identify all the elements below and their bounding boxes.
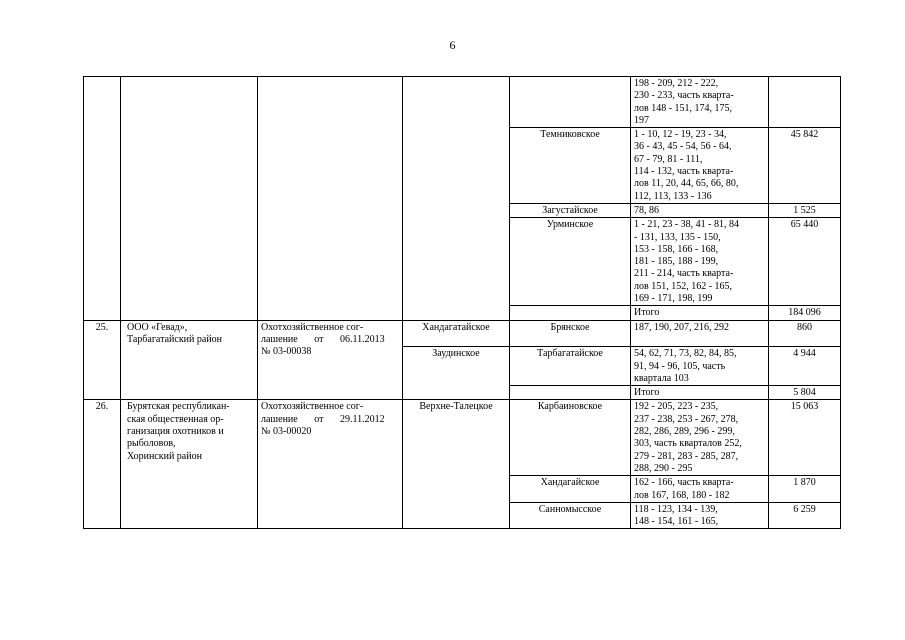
org-cell: Бурятская республикан- ская общественная ор- ганизация охотников и рыболовов, Хоринский район xyxy=(121,400,258,529)
forestry-cell: Урминское xyxy=(510,218,631,306)
page-number: 6 xyxy=(449,38,456,52)
forestry-cell: Хандагайское xyxy=(510,476,631,503)
table-row xyxy=(84,320,841,347)
quarters-cell: 1 - 10, 12 - 19, 23 - 34, 36 - 43, 45 - 54, 56 - 64, 67 - 79, 81 - 111, 114 - 132, часть кварта- лов 11, 20, 44, 65, 66, 80, 112, 113, 133 - 136 xyxy=(631,128,769,204)
forestry-cell: Темниковское xyxy=(510,128,631,204)
area-cell: 860 xyxy=(769,320,841,347)
agreement-cell xyxy=(258,77,403,321)
total-area-cell: 184 096 xyxy=(769,306,841,320)
entry-number: 25. xyxy=(84,320,121,400)
quarters-cell: 1 - 21, 23 - 38, 41 - 81, 84 - 131, 133, 135 - 150, 153 - 158, 166 - 168, 181 - 185, 188 - 199, 211 - 214, часть кварта- лов 151, 152, 162 - 165, 169 - 171, 198, 199 xyxy=(631,218,769,306)
area-cell: 1 525 xyxy=(769,203,841,217)
org-cell: ООО «Гевад», Тарбагатайский район xyxy=(121,320,258,400)
area-cell: 1 870 xyxy=(769,476,841,503)
forestry-cell: Санномысское xyxy=(510,502,631,529)
quarters-cell: 54, 62, 71, 73, 82, 84, 85, 91, 94 - 96, 105, часть квартала 103 xyxy=(631,347,769,386)
forestry-cell xyxy=(510,77,631,128)
district-cell xyxy=(403,77,510,321)
area-cell: 15 063 xyxy=(769,400,841,476)
forestry-cell: Брянское xyxy=(510,320,631,347)
district-cell: Заудинское xyxy=(403,347,510,400)
quarters-cell: 78, 86 xyxy=(631,203,769,217)
entry-number: 26. xyxy=(84,400,121,529)
agreement-cell: Охотхозяйственное сог- лашение от 06.11.2013 № 03-00038 xyxy=(258,320,403,400)
total-label-cell: Итого xyxy=(631,306,769,320)
district-cell: Верхне-Талецкое xyxy=(403,400,510,529)
district-cell: Хандагатайское xyxy=(403,320,510,347)
area-cell: 4 944 xyxy=(769,347,841,386)
area-cell: 45 842 xyxy=(769,128,841,204)
org-cell xyxy=(121,77,258,321)
forestry-cell xyxy=(510,306,631,320)
total-area-cell: 5 804 xyxy=(769,386,841,400)
quarters-cell: 187, 190, 207, 216, 292 xyxy=(631,320,769,347)
forestry-cell: Тарбагатайское xyxy=(510,347,631,386)
table-row xyxy=(84,400,841,476)
area-cell: 65 440 xyxy=(769,218,841,306)
hunting-grounds-table xyxy=(83,76,841,529)
forestry-cell: Загустайское xyxy=(510,203,631,217)
quarters-cell: 198 - 209, 212 - 222, 230 - 233, часть кварта- лов 148 - 151, 174, 175, 197 xyxy=(631,77,769,128)
total-label-cell: Итого xyxy=(631,386,769,400)
quarters-cell: 118 - 123, 134 - 139, 148 - 154, 161 - 165, xyxy=(631,502,769,529)
quarters-cell: 192 - 205, 223 - 235, 237 - 238, 253 - 267, 278, 282, 286, 289, 296 - 299, 303, часть кварталов 252, 279 - 281, 283 - 285, 287, 288, 290 - 295 xyxy=(631,400,769,476)
area-cell xyxy=(769,77,841,128)
forestry-cell: Карбаиновское xyxy=(510,400,631,476)
quarters-cell: 162 - 166, часть кварта- лов 167, 168, 180 - 182 xyxy=(631,476,769,503)
table-row xyxy=(84,77,841,128)
area-cell: 6 259 xyxy=(769,502,841,529)
forestry-cell xyxy=(510,386,631,400)
agreement-cell: Охотхозяйственное сог- лашение от 29.11.2012 № 03-00020 xyxy=(258,400,403,529)
num-cell xyxy=(84,77,121,321)
